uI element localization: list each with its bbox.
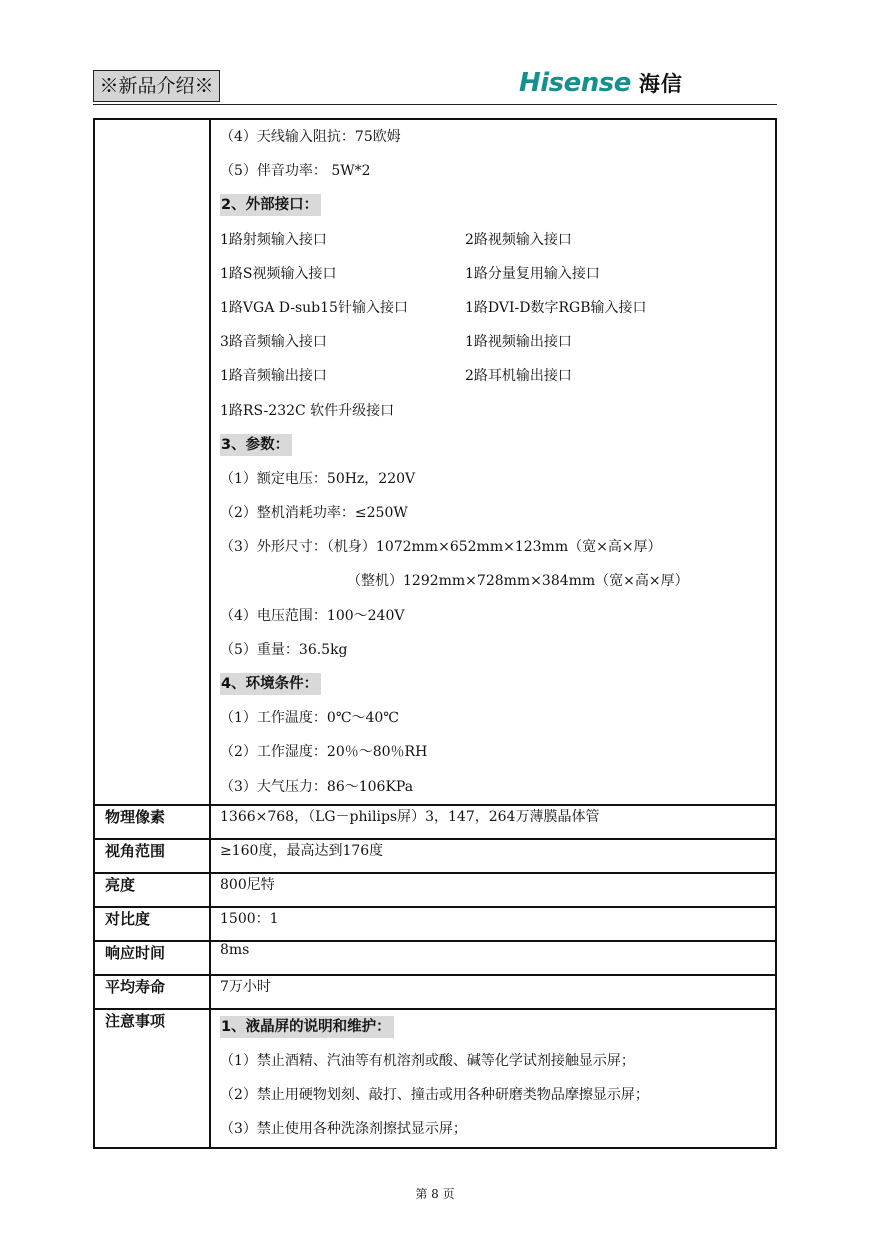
spec-line: （2）工作湿度：20％～80％RH [220, 744, 428, 761]
page-number: 第 8 页 [415, 1187, 455, 1201]
spec-continuation-row [94, 119, 776, 805]
empty-label-cell [94, 119, 210, 805]
spec-line: （1）工作温度：0℃～40℃ [220, 710, 399, 727]
table-row [94, 975, 776, 1009]
table-row [94, 941, 776, 975]
spec-line: （5）重量：36.5kg [220, 641, 348, 658]
row-label: 视角范围 [94, 839, 210, 873]
row-label: 对比度 [94, 907, 210, 941]
table-row [94, 873, 776, 907]
spec-line: （5）伴音功率： 5W*2 [220, 163, 371, 180]
interface-row: 3路音频输入接口 1路视频输出接口 [220, 334, 572, 351]
hisense-logo [519, 70, 683, 96]
table-row [94, 805, 776, 839]
note-line: （2）禁止用硬物划刻、敲打、撞击或用各种研磨类物品摩擦显示屏； [220, 1087, 649, 1104]
spec-continuation-cell [210, 119, 776, 805]
row-label: 响应时间 [94, 941, 210, 975]
interface-row: 1路射频输入接口 2路视频输入接口 [220, 231, 572, 248]
logo-cjk-text: 海信 [638, 72, 683, 96]
row-label: 亮度 [94, 873, 210, 907]
spec-line: （2）整机消耗功率：≤250W [220, 505, 408, 522]
table-row [94, 839, 776, 873]
section-heading: 2、外部接口： [220, 188, 775, 222]
row-value: 1366×768，（LG－philips屏）3，147，264万薄膜晶体管 [210, 805, 776, 839]
interface-row: 1路RS-232C 软件升级接口 [220, 402, 395, 419]
table-row [94, 907, 776, 941]
section-tag: ※新品介绍※ [93, 70, 220, 102]
note-line: （1）禁止酒精、汽油等有机溶剂或酸、碱等化学试剂接触显示屏； [220, 1052, 635, 1069]
note-line: （3）禁止使用各种洗涤剂擦拭显示屏； [220, 1121, 467, 1138]
spec-line: （1）额定电压：50Hz，220V [220, 470, 416, 487]
spec-line: （3）大气压力：86～106KPa [220, 778, 414, 795]
row-value: 1500：1 [210, 907, 776, 941]
notes-row [94, 1009, 776, 1148]
section-heading: 3、参数： [220, 428, 775, 462]
notes-cell [210, 1009, 776, 1148]
row-label: 平均寿命 [94, 975, 210, 1009]
interface-row: 1路S视频输入接口 1路分量复用输入接口 [220, 265, 600, 282]
spec-line: （整机）1292mm×728mm×384mm（宽×高×厚） [347, 573, 689, 590]
row-value: 800尼特 [210, 873, 776, 907]
row-value: 7万小时 [210, 975, 776, 1009]
section-heading: 1、液晶屏的说明和维护： [220, 1010, 775, 1044]
notes-label: 注意事项 [94, 1009, 210, 1148]
row-value: ≥160度，最高达到176度 [210, 839, 776, 873]
spec-table [93, 118, 777, 1149]
spec-line: （4）电压范围：100～240V [220, 607, 405, 624]
header-divider [93, 104, 777, 105]
interface-row: 1路VGA D-sub15针输入接口 1路DVI-D数字RGB输入接口 [220, 299, 647, 316]
logo-latin-text: Hisense [519, 68, 631, 98]
spec-line: （4）天线输入阻抗：75欧姆 [220, 129, 401, 145]
spec-line: （3）外形尺寸：（机身）1072mm×652mm×123mm（宽×高×厚） [220, 539, 662, 556]
interface-row: 1路音频输出接口 2路耳机输出接口 [220, 368, 572, 385]
section-heading: 4、环境条件： [220, 667, 775, 701]
row-label: 物理像素 [94, 805, 210, 839]
row-value: 8ms [210, 941, 776, 975]
